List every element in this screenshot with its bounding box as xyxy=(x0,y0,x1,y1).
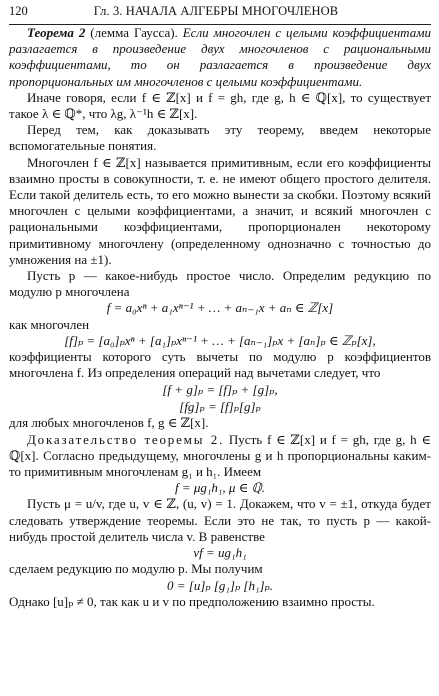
equation-5: vf = ug₁h₁ xyxy=(193,545,247,561)
running-title: Гл. 3. НАЧАЛА АЛГЕБРЫ МНОГОЧЛЕНОВ xyxy=(93,4,339,18)
paragraph-11: Однако [u]ₚ ≠ 0, так как u и v по предположению взаимно просты. xyxy=(9,593,375,609)
paragraph-10: сделаем редукцию по модулю p. Мы получим xyxy=(9,561,263,577)
equation-3b: [fg]ₚ = [f]ₚ[g]ₚ xyxy=(179,399,261,415)
equation-6: 0 = [u]ₚ [g₁]ₚ [h₁]ₚ. xyxy=(166,577,273,593)
equation-4: f = μg₁h₁, μ ∈ ℚ. xyxy=(174,480,266,496)
paragraph-5: как многочлен xyxy=(9,316,90,332)
paragraph-2: Перед тем, как доказывать эту теорему, введем некоторые вспомогательные понятия. xyxy=(9,122,431,154)
equation-3a: [f + g]ₚ = [f]ₚ + [g]ₚ, xyxy=(162,382,278,398)
proof-label: Доказательство теоремы 2. xyxy=(27,431,225,447)
page-body xyxy=(9,25,431,610)
page-number: 120 xyxy=(9,4,28,18)
proof-paragraph xyxy=(9,432,431,481)
paragraph-1: Иначе говоря, если f ∈ ℤ[x] и f = gh, где g, h ∈ ℚ[x], то существует такое λ ∈ ℚ*, что λg, λ⁻¹h ∈ ℤ[x]. xyxy=(9,89,431,122)
paragraph-7: для любых многочленов f, g ∈ ℤ[x]. xyxy=(9,415,209,431)
page-header xyxy=(9,4,431,25)
equation-1: f = a₀xⁿ + a₁xⁿ⁻¹ + … + aₙ₋₁x + aₙ ∈ ℤ[x] xyxy=(106,300,334,316)
theorem-name: (лемма Гаусса). xyxy=(90,25,178,40)
paragraph-9: Пусть μ = u/v, где u, v ∈ ℤ, (u, v) = 1. Докажем, что v = ±1, откуда будет следовать утверждение теоремы. Если это не так, то пусть p — какой-нибудь простой делитель числа v. В равенстве xyxy=(9,496,431,544)
equation-2: [f]ₚ = [a₀]ₚxⁿ + [a₁]ₚxⁿ⁻¹ + … + [aₙ₋₁]ₚx + [aₙ]ₚ ∈ ℤₚ[x], xyxy=(64,332,376,348)
theorem-statement: Если многочлен с целыми коэффициентами разлагается в произведение двух многочленов с рациональными коэффициентами, то он разлагается в произведение двух пропорциональных им многочленов с целыми коэффициентами. xyxy=(9,25,432,89)
paragraph-3: Многочлен f ∈ ℤ[x] называется примитивным, если его коэффициенты взаимно просты в совокупности, т. е. не имеют общего простого делителя. Если такой делитель есть, то его можно вынести за скобки. Поэтому всякий многочлен с целыми коэффициентами, а значит, и всякий многочлен с рациональными коэффициентами, пропорционален некоторому примитивному многочлену (определенному однозначно с точностью до умножения на ±1). xyxy=(9,154,431,267)
theorem-label: Теорема 2 xyxy=(27,25,86,40)
theorem-block xyxy=(9,25,431,90)
paragraph-6: коэффициенты которого суть вычеты по модулю p коэффициентов многочлена f. Из определения операций над вычетами следует, что xyxy=(9,349,431,381)
paragraph-4: Пусть p — какое-нибудь простое число. Определим редукцию по модулю p многочлена xyxy=(9,268,431,300)
paragraph-8: Пусть f ∈ ℤ[x] и f = gh, где g, h ∈ ℚ[x]. Согласно предыдущему, многочлены g и h пропорциональны каким-то примитивным многочленам g₁ и h₁. Имеем xyxy=(9,431,431,480)
